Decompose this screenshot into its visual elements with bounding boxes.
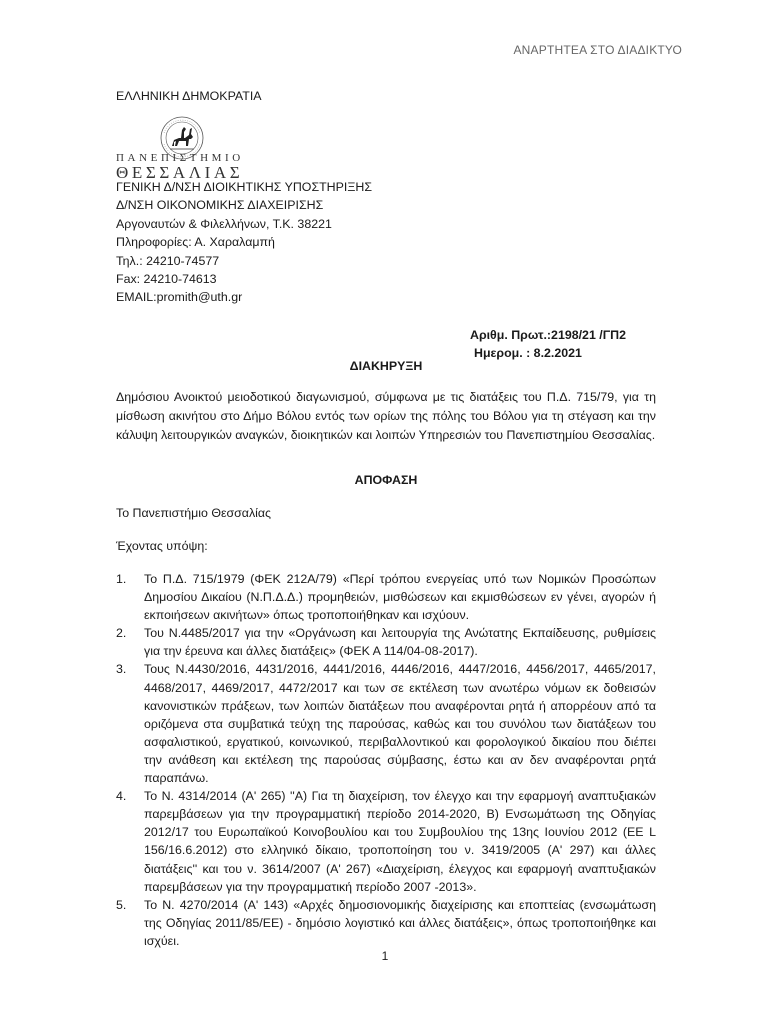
address: Αργοναυτών & Φιλελλήνων, Τ.Κ. 38221 <box>116 216 332 231</box>
decision-title: ΑΠΟΦΑΣΗ <box>354 473 418 487</box>
document-date: Ημερομ. : 8.2.2021 <box>474 346 582 360</box>
issuer-line: Το Πανεπιστήμιο Θεσσαλίας <box>116 506 272 520</box>
contact-block <box>116 178 656 307</box>
legal-basis-list <box>116 570 656 950</box>
university-name-line1: ΠΑΝΕΠΙΣΤΗΜΙΟ <box>116 152 244 164</box>
page-number: 1 <box>381 949 389 963</box>
directorate: Δ/ΝΣΗ ΟΙΚΟΝΟΜΙΚΗΣ ΔΙΑΧΕΙΡΙΣΗΣ <box>116 198 324 213</box>
university-name <box>116 152 276 181</box>
list-item: 3. Τους Ν.4430/2016, 4431/2016, 4441/2016, 4446/2016, 4447/2016, 4456/2017, 4465/2017, 4468/2017, 4469/2017, 4472/2017 και των σε εκτέλεση των ανωτέρω νόμων εκ δοθεισών κανονιστικών πράξεων, των λοιπών διατάξεων που αναφέρονται ρητά ή απορρέουν από τα οριζόμενα στα συμβατικά τεύχη της παρούσας, καθώς και του συνόλου των διατάξεων του ασφαλιστικού, εργατικού, κοινωνικού, περιβαλλοντικού και φορολογικού δικαίου που διέπει την ανάθεση και εκτέλεση της παρούσας σύμβασης, έστω και αν δεν αναφέρονται ρητά παραπάνω. <box>116 662 656 786</box>
intro-paragraph: Δημόσιου Ανοικτού μειοδοτικού διαγωνισμού, σύμφωνα με τις διατάξεις του Π.Δ. 715/79, για τη μίσθωση ακινήτου στο Δήμο Βόλου εντός των ορίων της πόλης του Βόλου για τη στέγαση και την κάλυψη λειτουργικών αναγκών, διοικητικών και λοιπών Υπηρεσιών του Πανεπιστημίου Θεσσαλίας. <box>116 390 656 442</box>
information-contact: Πληροφορίες: Α. Χαραλαμπή <box>116 235 275 250</box>
proclamation-title: ΔΙΑΚΗΡΥΞΗ <box>349 359 423 373</box>
directorate-general: ΓΕΝΙΚΗ Δ/ΝΣΗ ΔΙΟΙΚΗΤΙΚΗΣ ΥΠΟΣΤΗΡΙΞΗΣ <box>116 180 372 194</box>
list-item: 1. Το Π.Δ. 715/1979 (ΦΕΚ 212Α/79) «Περί τρόπου ενεργείας υπό των Νομικών Προσώπων Δημοσίου Δικαίου (Ν.Π.Δ.Δ.) προμηθειών, μισθώσεων και εκμισθώσεων εν γένει, αγορών ή εκποιήσεων ακινήτων» όπως τροποποιήθηκαν και ισχύουν. <box>116 572 656 623</box>
list-item: 2. Του Ν.4485/2017 για την «Οργάνωση και λειτουργία της Ανώτατης Εκπαίδευσης, ρυθμίσεις για την έρευνα και άλλες διατάξεις» (ΦΕΚ Α 114/04-08-2017). <box>116 626 656 659</box>
list-item: 5. Το Ν. 4270/2014 (Α' 143) «Αρχές δημοσιονομικής διαχείρισης και εποπτείας (ενσωμάτωση της Οδηγίας 2011/85/ΕΕ) - δημόσιο λογιστικό και άλλες διατάξεις», όπως τροποποιήθηκε και ισχύει. <box>116 897 656 948</box>
republic-heading: ΕΛΛΗΝΙΚΗ ΔΗΜΟΚΡΑΤΙΑ <box>116 89 262 103</box>
publish-note: ΑΝΑΡΤΗΤΕΑ ΣΤΟ ΔΙΑΔΙΚΤΥΟ <box>513 43 682 57</box>
list-item: 4. Το Ν. 4314/2014 (Α' 265) ''Α) Για τη διαχείριση, τον έλεγχο και την εφαρμογή αναπτυξιακών παρεμβάσεων για την προγραμματική περίοδο 2014-2020, Β) Ενσωμάτωση της Οδηγίας 2012/17 του Ευρωπαϊκού Κοινοβουλίου και του Συμβουλίου της 13ης Ιουνίου 2012 (ΕΕ L 156/16.6.2012) στο ελληνικό δίκαιο, τροποποίηση του ν. 3419/2005 (Α' 297) και άλλες διατάξεις'' και του ν. 3614/2007 (Α' 267) «Διαχείριση, έλεγχος και εφαρμογή αναπτυξιακών παρεμβάσεων για την προγραμματική περίοδο 2007 -2013». <box>116 789 656 894</box>
university-name-line2: ΘΕΣΣΑΛΙΑΣ <box>116 163 244 182</box>
phone: Τηλ.: 24210-74577 <box>116 253 220 268</box>
fax: Fax: 24210-74613 <box>116 272 217 287</box>
considering-line: Έχοντας υπόψη: <box>116 539 208 553</box>
email: EMAIL:promith@uth.gr <box>116 290 243 305</box>
reference-block <box>470 326 670 362</box>
protocol-number: Αριθμ. Πρωτ.:2198/21 /ΓΠ2 <box>470 328 627 342</box>
